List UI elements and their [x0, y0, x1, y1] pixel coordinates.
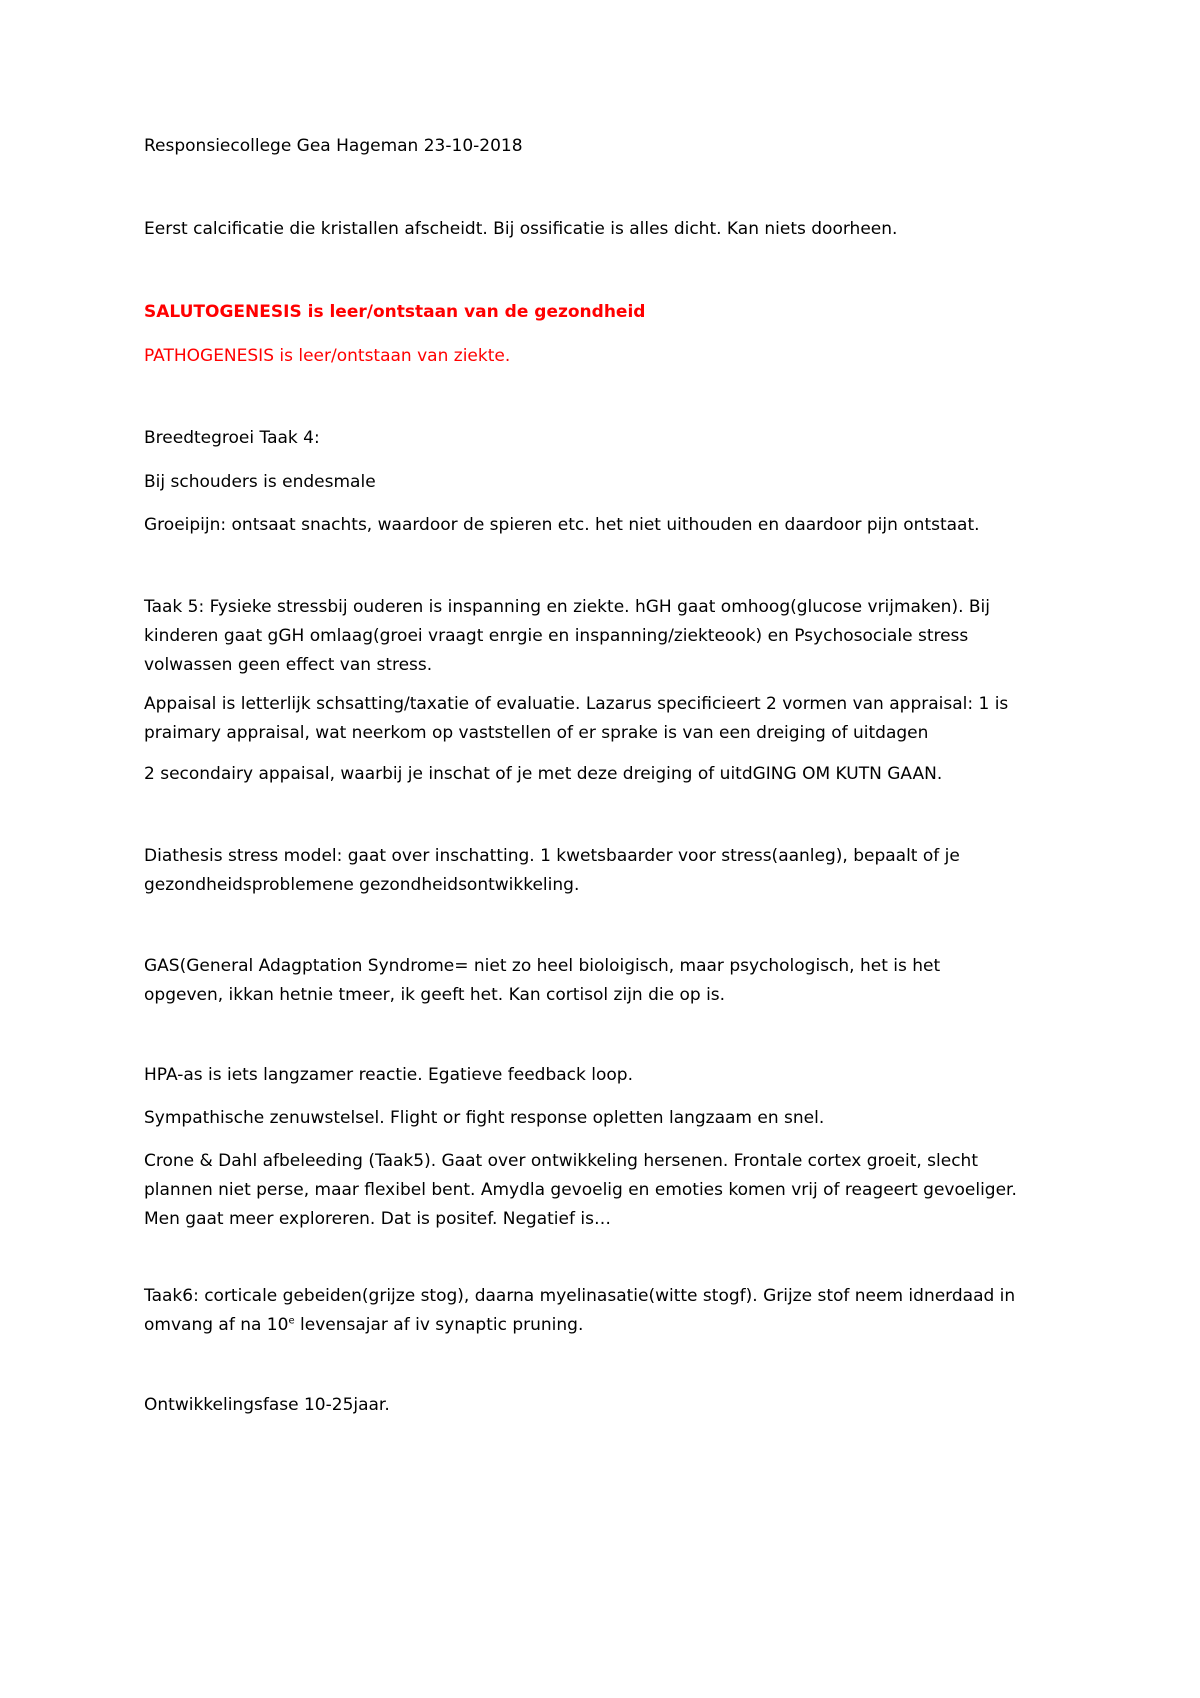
paragraph-line: kinderen gaat gGH omlaag(groei vraagt enrgie en inspanning/ziekteook) en Psychosociale stress: [144, 626, 969, 646]
paragraph-calcificatie: Eerst calcificatie die kristallen afscheidt. Bij ossificatie is alles dicht. Kan niets doorheen.: [144, 219, 898, 239]
paragraph-taak5: [144, 593, 1074, 680]
paragraph-groeipijn: Groeipijn: ontsaat snachts, waardoor de spieren etc. het niet uithouden en daardoor pijn ontstaat.: [144, 515, 980, 535]
paragraph-line: opgeven, ikkan hetnie tmeer, ik geeft het. Kan cortisol zijn die op is.: [144, 985, 726, 1005]
paragraph-line: gezondheidsproblemene gezondheidsontwikkeling.: [144, 875, 580, 895]
paragraph-crone: [144, 1147, 1074, 1234]
document-title: Responsiecollege Gea Hageman 23-10-2018: [144, 136, 523, 156]
paragraph-hpa: HPA-as is iets langzamer reactie. Egatieve feedback loop.: [144, 1065, 633, 1085]
superscript: e: [288, 1315, 295, 1327]
paragraph-line: Appaisal is letterlijk schsatting/taxatie of evaluatie. Lazarus specificieert 2 vormen van appraisal: 1 is: [144, 694, 1009, 714]
paragraph-line: volwassen geen effect van stress.: [144, 655, 433, 675]
paragraph-appaisal: [144, 690, 1074, 748]
paragraph-line: Diathesis stress model: gaat over inschatting. 1 kwetsbaarder voor stress(aanleg), bepaalt of je: [144, 846, 960, 866]
paragraph-line: Taak6: corticale gebeiden(grijze stog), daarna myelinasatie(witte stogf). Grijze stof neem idnerdaad in: [144, 1286, 1016, 1306]
paragraph-sympathische: Sympathische zenuwstelsel. Flight or fight response opletten langzaam en snel.: [144, 1108, 825, 1128]
paragraph-line: praimary appraisal, wat neerkom op vaststellen of er sprake is van een dreiging of uitdagen: [144, 723, 929, 743]
text-segment: omvang af na 10: [144, 1315, 289, 1335]
paragraph-line: GAS(General Adagptation Syndrome= niet zo heel bioloigisch, maar psychologisch, het is het: [144, 956, 941, 976]
paragraph-line: Men gaat meer exploreren. Dat is positef. Negatief is…: [144, 1209, 611, 1229]
paragraph-line: Taak 5: Fysieke stressbij ouderen is inspanning en ziekte. hGH gaat omhoog(glucose vrijmaken). Bij: [144, 597, 990, 617]
paragraph-line: [144, 1311, 1074, 1340]
paragraph-taak6: [144, 1282, 1074, 1340]
paragraph-pathogenesis: PATHOGENESIS is leer/ontstaan van ziekte.: [144, 346, 511, 366]
paragraph-diathesis: [144, 842, 1074, 900]
paragraph-breedtegroei: Breedtegroei Taak 4:: [144, 428, 320, 448]
paragraph-secondairy: 2 secondairy appaisal, waarbij je inschat of je met deze dreiging of uitdGING OM KUTN GAAN.: [144, 764, 943, 784]
paragraph-ontwikkelingsfase: Ontwikkelingsfase 10-25jaar.: [144, 1395, 390, 1415]
paragraph-line: Crone & Dahl afbeleeding (Taak5). Gaat over ontwikkeling hersenen. Frontale cortex groeit, slecht: [144, 1151, 978, 1171]
paragraph-line: plannen niet perse, maar flexibel bent. Amydla gevoelig en emoties komen vrij of reageert gevoeliger.: [144, 1180, 1017, 1200]
paragraph-salutogenesis: SALUTOGENESIS is leer/ontstaan van de gezondheid: [144, 302, 646, 322]
paragraph-gas: [144, 952, 1074, 1010]
text-segment: levensajar af iv synaptic pruning.: [294, 1315, 584, 1335]
paragraph-schouders: Bij schouders is endesmale: [144, 472, 376, 492]
